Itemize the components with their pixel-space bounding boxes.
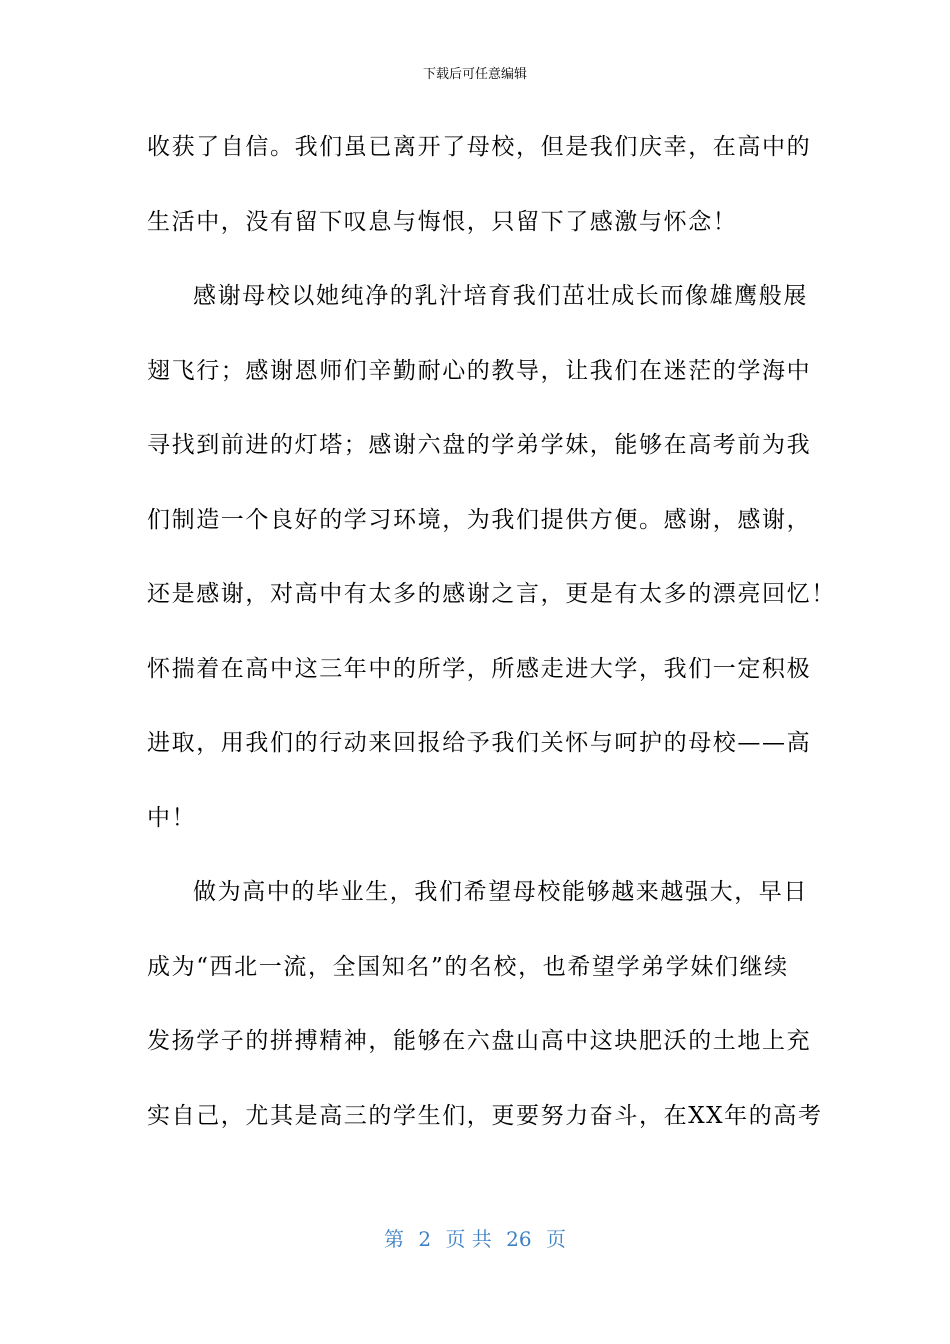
text-line-14: 实自己，尤其是高三的学生们，更要努力奋斗，在XX年的高考 bbox=[147, 1102, 823, 1129]
text-line-8: 怀揣着在高中这三年中的所学，所感走进大学，我们一定积极 bbox=[147, 655, 812, 682]
text-line-11: 做为高中的毕业生，我们希望母校能够越来越强大，早日 bbox=[193, 879, 808, 905]
text-line-9: 进取，用我们的行动来回报给予我们关怀与呵护的母校——高 bbox=[147, 730, 812, 756]
document-body bbox=[147, 120, 836, 1163]
footer-current-page: 2 bbox=[418, 1227, 432, 1251]
text-line-6: 们制造一个良好的学习环境，为我们提供方便。感谢，感谢， bbox=[147, 506, 812, 533]
text-line-12: 成为“西北一流，全国知名”的名校，也希望学弟学妹们继续 bbox=[147, 953, 789, 980]
page-number-footer bbox=[0, 1224, 950, 1254]
footer-prefix: 第 bbox=[384, 1227, 404, 1251]
page-header-note: 下载后可任意编辑 bbox=[422, 67, 527, 82]
text-line-7: 还是感谢，对高中有太多的感谢之言，更是有太多的漂亮回忆！ bbox=[147, 581, 836, 607]
text-line-13: 发扬学子的拼搏精神，能够在六盘山高中这块肥沃的土地上充 bbox=[147, 1028, 812, 1054]
text-line-2: 生活中，没有留下叹息与悔恨，只留下了感激与怀念！ bbox=[147, 208, 738, 235]
text-line-10: 中！ bbox=[147, 804, 197, 831]
text-line-3: 感谢母校以她纯净的乳汁培育我们茁壮成长而像雄鹰般展 bbox=[193, 283, 808, 309]
footer-middle: 页 共 bbox=[445, 1227, 492, 1251]
footer-total-pages: 26 bbox=[506, 1227, 532, 1251]
footer-suffix: 页 bbox=[545, 1227, 566, 1251]
text-line-5: 寻找到前进的灯塔；感谢六盘的学弟学妹，能够在高考前为我 bbox=[147, 432, 812, 458]
text-line-4: 翅飞行；感谢恩师们辛勤耐心的教导，让我们在迷茫的学海中 bbox=[147, 357, 812, 384]
text-line-1: 收获了自信。我们虽已离开了母校，但是我们庆幸，在高中的 bbox=[147, 134, 812, 160]
